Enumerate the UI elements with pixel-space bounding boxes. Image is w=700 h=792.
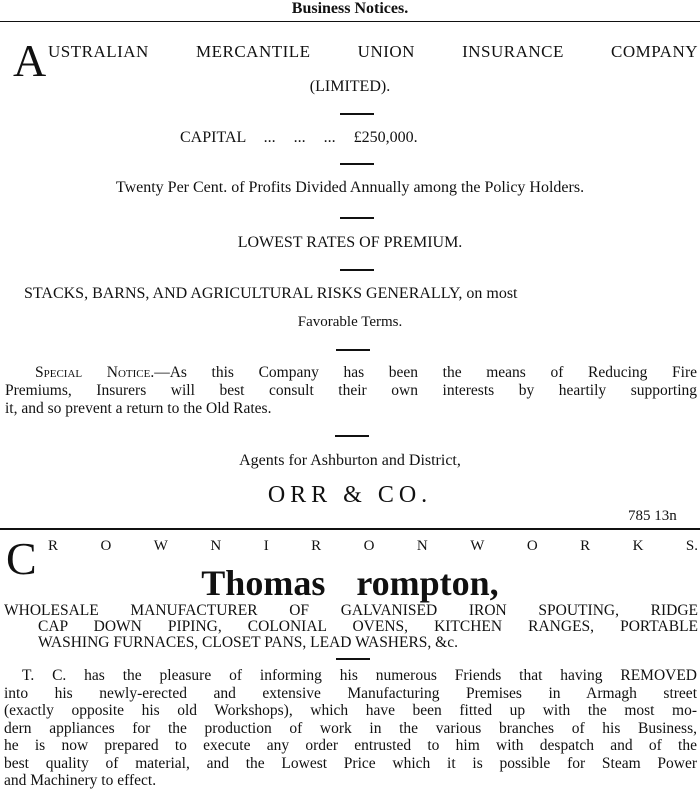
trade-description: WHOLESALE MANUFACTURER OF GALVANISED IRON SPOUTING, RIDGE CAP DOWN PIPING, COLONIAL OVENS, KITCHEN RANGES, PORTABLE WASHING FURNACES, CLOSET PANS, LEAD WASHERS, &c.: [4, 602, 698, 651]
divider: [336, 658, 370, 660]
special-notice-label: Special Notice.: [35, 364, 155, 381]
capital-line: CAPITAL ... ... ... £250,000.: [180, 129, 418, 146]
drop-cap-c: C: [6, 533, 37, 584]
special-notice: [5, 364, 697, 418]
risks-line: STACKS, BARNS, AND AGRICULTURAL RISKS GENERALLY, on most: [24, 285, 518, 302]
divider: [335, 435, 369, 437]
announcement-body: T. C. has the pleasure of informing his numerous Friends that having REMOVED into his newly-erected and extensive Manufacturing Premises in Armagh street (exactly opposite his old Workshops), which have been fitted up with the most mo- dern appliances for the production of work in the various branches of his Business, he is now prepared to execute any order entrusted to him with despatch and of the best quality of material, and the Lowest Price which it is possible for Steam Power and Machinery to effect.: [4, 667, 697, 789]
page-title: Business Notices.: [291, 0, 409, 17]
divider: [340, 217, 374, 219]
divider: [340, 113, 374, 115]
divider: [340, 163, 374, 165]
rates-line: LOWEST RATES OF PREMIUM.: [237, 234, 463, 251]
divider: [340, 269, 374, 271]
ad-separator: [0, 528, 700, 530]
ad-reference: 785 13n: [628, 508, 677, 524]
terms-line: Favorable Terms.: [297, 314, 403, 330]
agents-line: Agents for Ashburton and District,: [239, 452, 461, 469]
special-notice-text: —As this Company has been the means of Reducing Fire: [154, 364, 697, 381]
header-rule: [0, 21, 700, 22]
divider: [336, 349, 370, 351]
agent-name: ORR & CO.: [267, 482, 433, 508]
special-notice-text: Premiums, Insurers will best consult their own interests by heartily supporting: [5, 382, 697, 399]
works-name-line: R O W N I R O N W O R K S.: [48, 538, 698, 554]
drop-cap-a: A: [13, 35, 47, 86]
company-limited: (LIMITED).: [309, 78, 391, 95]
proprietor-name: Thomas rompton,: [201, 563, 499, 603]
company-name-line: USTRALIAN MERCANTILE UNION INSURANCE COMPANY: [48, 42, 698, 61]
profits-line: Twenty Per Cent. of Profits Divided Annually among the Policy Holders.: [115, 179, 585, 196]
special-notice-text: it, and so prevent a return to the Old Rates.: [5, 400, 272, 417]
